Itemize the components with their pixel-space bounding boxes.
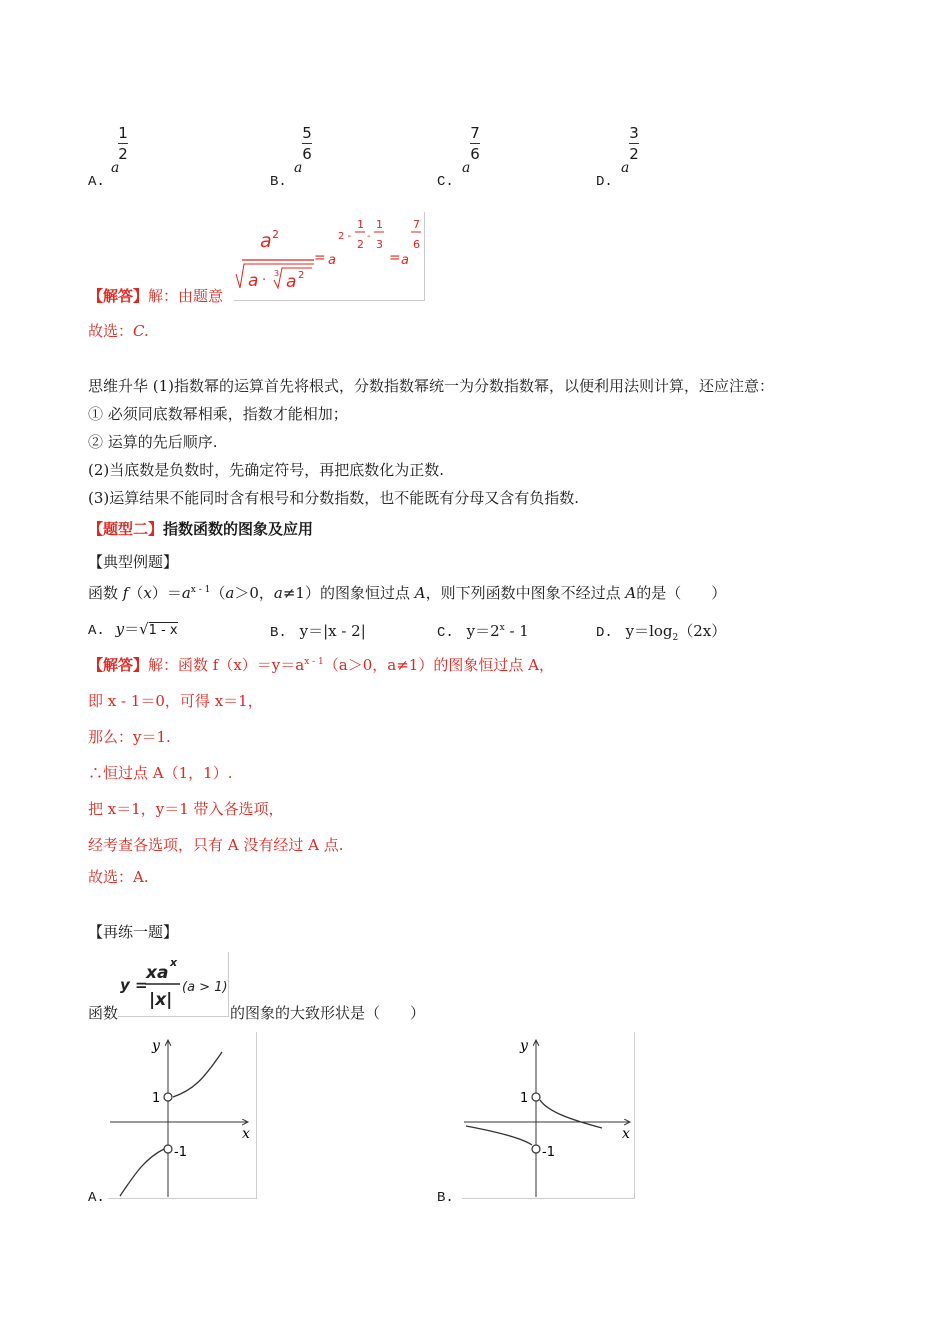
y-axis-label: y <box>152 1038 160 1054</box>
graph-b-plot <box>462 1032 634 1198</box>
q1-answer-line <box>88 285 223 306</box>
svg-text:a: a <box>401 253 409 268</box>
q2-option-d: D. $y=\log_2(2x)$ <box>596 622 727 643</box>
svg-text:a: a <box>328 253 336 268</box>
right-branch <box>540 1100 602 1128</box>
q2-answer-line-2: 即 x - 1＝0，可得 x＝1， <box>88 692 263 710</box>
fraction: 1 2 <box>118 124 128 163</box>
svg-text:a: a <box>260 230 272 252</box>
base: a <box>621 160 630 176</box>
example-label: 【典型例题】 <box>88 553 179 571</box>
y-axis-label: y <box>520 1038 528 1054</box>
upper-branch <box>173 1052 222 1097</box>
formula-condition: (a > 1) <box>182 980 228 995</box>
tick-label-top: 1 <box>152 1091 161 1106</box>
graph-a <box>108 1032 257 1199</box>
graph-b-label: B. <box>437 1190 454 1206</box>
svg-text:3: 3 <box>274 269 280 278</box>
formula-lhs: y = <box>120 976 148 994</box>
base: a <box>294 160 303 176</box>
tick-label-top: 1 <box>520 1091 529 1106</box>
q2-answer-line-7: 故选：A. <box>88 868 149 886</box>
base: a <box>111 160 120 176</box>
q2-answer-line-3: 那么：y＝1. <box>88 728 171 746</box>
fraction: 3 2 <box>629 124 639 163</box>
open-point-top <box>532 1093 540 1101</box>
formula-exponent: x <box>170 956 178 969</box>
section-heading <box>88 518 313 539</box>
svg-text:1: 1 <box>376 218 383 231</box>
tick-label-bottom: -1 <box>542 1145 555 1160</box>
formula-denominator: |x| <box>149 990 173 1010</box>
fraction: 7 6 <box>470 124 480 163</box>
svg-text:6: 6 <box>413 238 420 251</box>
base: a <box>462 160 471 176</box>
practice-stem-a: 函数 <box>88 1004 119 1022</box>
svg-text:a: a <box>286 272 297 292</box>
graph-b <box>462 1032 635 1199</box>
open-point-top <box>164 1093 172 1101</box>
q2-option-b: B. y＝|x - 2| <box>270 622 366 641</box>
svg-text:7: 7 <box>413 218 420 231</box>
svg-text:2 -: 2 - <box>338 231 352 242</box>
open-point-bottom <box>164 1145 172 1153</box>
graph-a-plot <box>108 1032 256 1198</box>
q1-choice: 故选：C. <box>88 322 149 340</box>
svg-text:2: 2 <box>357 238 364 251</box>
q2-answer-line-1: 【解答】解：函数 $f(x)=y=a^{x - 1}(a>0$，a≠1）的图象恒过点 A， <box>88 656 554 674</box>
q2-answer-line-4: ∴恒过点 A（1，1）. <box>88 764 233 782</box>
q2-option-a: A. y＝√1 - x <box>88 620 178 639</box>
summary-line-4: (3)运算结果不能同时含有根号和分数指数，也不能既有分母又含有负指数. <box>88 489 580 507</box>
lower-branch <box>120 1149 164 1196</box>
option-label: B. <box>270 174 287 190</box>
svg-text:a: a <box>248 271 259 291</box>
section-tag: 【题型二】 <box>88 520 164 538</box>
summary-lead: 思维升华 (1)指数幂的运算首先将根式，分数指数幂统一为分数指数幂，以便利用法则计算，还应注意： <box>88 377 775 395</box>
svg-text:2: 2 <box>272 228 279 241</box>
left-branch <box>466 1126 532 1145</box>
section-title: 指数函数的图象及应用 <box>163 520 314 538</box>
summary-line-1: ① 必须同底数幂相乘，指数才能相加； <box>88 405 348 423</box>
q2-stem: 函数 $f(x)=a^{x - 1}(a>0$，a≠1）的图象恒过点 A，则下列函数中图象不经过点 A的是（ ） <box>88 584 727 602</box>
svg-text:1: 1 <box>357 218 364 231</box>
practice-label: 【再练一题】 <box>88 923 179 941</box>
x-axis-label: x <box>622 1126 630 1142</box>
summary-line-2: ② 运算的先后顺序. <box>88 433 218 451</box>
fraction: 5 6 <box>302 124 312 163</box>
q2-option-c: C. $y=2^x - 1$ <box>437 622 529 641</box>
summary-line-3: (2)当底数是负数时，先确定符号，再把底数化为正数. <box>88 461 445 479</box>
q2-answer-line-6: 经考查各选项，只有 A 没有经过 A 点. <box>88 836 344 854</box>
svg-text:3: 3 <box>376 238 383 251</box>
svg-text:=: = <box>389 250 401 266</box>
svg-text:·: · <box>262 273 267 288</box>
open-point-bottom <box>532 1145 540 1153</box>
formula-image <box>118 952 228 1016</box>
q1-answer-formula <box>234 212 425 301</box>
practice-formula <box>118 952 229 1017</box>
option-label: D. <box>596 174 613 190</box>
formula-numerator: xa <box>146 963 169 983</box>
formula-image <box>234 212 424 300</box>
option-label: C. <box>437 174 454 190</box>
svg-text:-: - <box>367 231 371 242</box>
answer-text: 解：由题意 <box>148 287 224 305</box>
answer-tag: 【解答】 <box>88 287 149 305</box>
x-axis-label: x <box>242 1126 250 1142</box>
svg-text:2: 2 <box>298 270 305 281</box>
svg-text:=: = <box>314 250 326 266</box>
q2-answer-line-5: 把 x＝1，y＝1 带入各选项， <box>88 800 284 818</box>
practice-stem-b: 的图象的大致形状是（ ） <box>230 1004 426 1022</box>
graph-a-label: A. <box>88 1190 105 1206</box>
tick-label-bottom: -1 <box>174 1145 187 1160</box>
option-label: A. <box>88 174 105 190</box>
